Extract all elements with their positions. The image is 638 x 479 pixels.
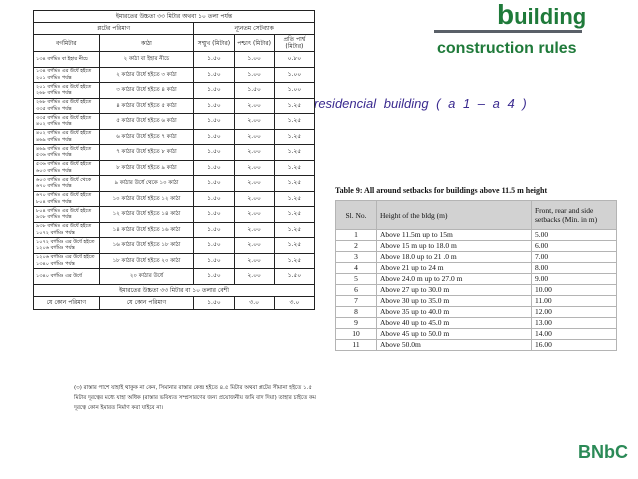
table-cell: ১.২৫ xyxy=(274,191,314,207)
table-cell: ২.০০ xyxy=(234,160,274,176)
table-cell: ১.২৫ xyxy=(274,129,314,145)
table-cell: ১৩৪০ বর্গমিঃ এর উর্ধে xyxy=(34,269,100,285)
table-cell: ১.০০ xyxy=(274,83,314,99)
column-header-row xyxy=(34,35,315,52)
table-cell: ১.৫০ xyxy=(194,52,234,68)
table-row xyxy=(34,114,315,130)
table-cell: ১.৫০ xyxy=(194,98,234,114)
table-cell: ১.৫০ xyxy=(194,191,234,207)
table-row xyxy=(336,241,617,252)
table-cell: 14.00 xyxy=(532,329,617,340)
table-cell: ২.০০ xyxy=(234,222,274,238)
table-row xyxy=(34,129,315,145)
table-cell: ৪ কাঠার উর্ধে হইতে ৫ কাঠা xyxy=(99,98,194,114)
table-cell: Above 27 up to 30.0 m xyxy=(377,285,532,296)
table-row xyxy=(34,52,315,68)
title-rest: uilding xyxy=(514,4,587,29)
table-row xyxy=(34,191,315,207)
table-row xyxy=(336,329,617,340)
setback-note: (৩) রাস্তার পাশে যাহাই থাকুক না কেন, সিমানার রাস্তার কেন্দ্র হইতে ৪.৫ মিটার অথবা প্লটের সীমানা হইতে ১.৫ মিটার দূরত্বের মধ্যে যাহা অধিক (রাস্তার ভবিষ্যত সম্প্রসারণের জন্য প্রয়োজনীয় জমি বাদ দিয়া) তাহার চাইতে কম দূরত্বে কোন ইমারত নির্মাণ করা যাইবে না। xyxy=(74,385,316,411)
table-row xyxy=(34,296,315,309)
table-cell: ১.২৫ xyxy=(274,145,314,161)
column-header: কাঠা xyxy=(99,35,194,52)
table-cell: 8.00 xyxy=(532,263,617,274)
table-cell: ১.২৫ xyxy=(274,238,314,254)
title-initial: b xyxy=(497,0,515,30)
table-cell: ১০ কাঠার উর্ধে হইতে ১২ কাঠা xyxy=(99,191,194,207)
table-row xyxy=(34,67,315,83)
table-cell: ১.২৫ xyxy=(274,222,314,238)
column-header: প্রতি পার্শ্ব (মিটার) xyxy=(274,35,314,52)
table-cell: ১.০০ xyxy=(234,67,274,83)
table-cell: 6 xyxy=(336,285,377,296)
table-cell: Above 21 up to 24 m xyxy=(377,263,532,274)
bengali-setback-table xyxy=(33,10,315,310)
table-cell: 9 xyxy=(336,318,377,329)
table-cell: ১.৫০ xyxy=(274,269,314,285)
column-header: Sl. No. xyxy=(336,201,377,230)
table-cell: ৪৬৯ বর্গমিঃ এর উর্ধে হইতে ৫৩৬ বর্গমিঃ পর্যন্ত xyxy=(34,145,100,161)
table-cell: Above 30 up to 35.0 m xyxy=(377,296,532,307)
table-row xyxy=(34,98,315,114)
table-cell: 5 xyxy=(336,274,377,285)
table-cell: ২৬৮ বর্গমিঃ এর উর্ধে হইতে ৩৩৫ বর্গমিঃ পর্যন্ত xyxy=(34,98,100,114)
table-cell: ৩ কাঠার উর্ধে হইতে ৪ কাঠা xyxy=(99,83,194,99)
brand-logo-text: BNbC xyxy=(578,442,628,462)
table-cell: 7 xyxy=(336,296,377,307)
table-row xyxy=(34,222,315,238)
table-cell: ৩.০ xyxy=(274,296,314,309)
table-cell: ৮০৪ বর্গমিঃ এর উর্ধে হইতে ৯৩৮ বর্গমিঃ পর্যন্ত xyxy=(34,207,100,223)
table-row xyxy=(336,340,617,351)
title-divider xyxy=(434,30,582,33)
group-header-row xyxy=(34,23,315,35)
column-header: বর্গমিটার xyxy=(34,35,100,52)
table-cell: ৯৩৮ বর্গমিঃ এর উর্ধে হইতে ১০৭২ বর্গমিঃ পর্যন্ত xyxy=(34,222,100,238)
table-cell: ১০৭২ বর্গমিঃ এর উর্ধে হইতে ১২০৬ বর্গমিঃ পর্যন্ত xyxy=(34,238,100,254)
table-cell: ৮ কাঠার উর্ধে হইতে ৯ কাঠা xyxy=(99,160,194,176)
table-cell: ১.৫০ xyxy=(194,83,234,99)
table-cell: ২.০০ xyxy=(234,114,274,130)
table-cell: ১৩৪ বর্গমিঃ বা ইহার নীচে xyxy=(34,52,100,68)
column-header: পশ্চাৎ (মিটার) xyxy=(234,35,274,52)
section-title-row xyxy=(34,284,315,296)
table-cell: ১.৫০ xyxy=(194,238,234,254)
table-cell: Above 40 up to 45.0 m xyxy=(377,318,532,329)
table-cell: ১.৫০ xyxy=(194,253,234,269)
table-cell: 3 xyxy=(336,252,377,263)
table-row xyxy=(336,252,617,263)
header-row xyxy=(336,201,617,230)
table-cell: 5.00 xyxy=(532,230,617,241)
table-cell: ২০১ বর্গমিঃ এর উর্ধে হইতে ২৬৮ বর্গমিঃ পর্যন্ত xyxy=(34,83,100,99)
table-cell: ১.২৫ xyxy=(274,176,314,192)
table-cell: ১.৫০ xyxy=(194,222,234,238)
table-cell: Above 45 up to 50.0 m xyxy=(377,329,532,340)
table-cell: Above 24.0 m up to 27.0 m xyxy=(377,274,532,285)
table-cell: ১.৫০ xyxy=(194,207,234,223)
table-cell: ৬৭০ বর্গমিঃ এর উর্ধে হইতে ৮০৪ বর্গমিঃ পর্যন্ত xyxy=(34,191,100,207)
table-cell: ৩.০ xyxy=(234,296,274,309)
table-caption: Table 9: All around setbacks for buildings above 11.5 m height xyxy=(335,186,548,195)
table-row xyxy=(34,238,315,254)
page-subtitle: construction rules xyxy=(437,40,577,57)
table-row xyxy=(34,207,315,223)
table-cell: 2 xyxy=(336,241,377,252)
table-cell: ১.৫০ xyxy=(194,67,234,83)
table-cell: ১.৫০ xyxy=(194,114,234,130)
table-cell: ২.০০ xyxy=(234,191,274,207)
table-cell: ২০ কাঠার উর্ধে xyxy=(99,269,194,285)
table-cell: ১.৫০ xyxy=(194,296,234,309)
table-row xyxy=(336,318,617,329)
table-row xyxy=(34,253,315,269)
table-cell: 8 xyxy=(336,307,377,318)
table-cell: ৫ কাঠার উর্ধে হইতে ৬ কাঠা xyxy=(99,114,194,130)
table-cell: ২.০০ xyxy=(234,145,274,161)
table-cell: ১.০০ xyxy=(274,67,314,83)
table-cell: 13.00 xyxy=(532,318,617,329)
table-cell: ১৪ কাঠার উর্ধে হইতে ১৬ কাঠা xyxy=(99,222,194,238)
table-row xyxy=(34,269,315,285)
table-cell: 10.00 xyxy=(532,285,617,296)
group-header-setback: ন্যূনতম সেটব্যাক xyxy=(194,23,315,35)
table-cell: ২.০০ xyxy=(234,98,274,114)
residential-label: residencial building ( a 1 – a 4 ) xyxy=(314,96,527,111)
column-header: Front, rear and side setbacks (Min. in m) xyxy=(532,201,617,230)
table-cell: 6.00 xyxy=(532,241,617,252)
table-cell: যে কোন পরিমাণ xyxy=(34,296,100,309)
table-cell: Above 11.5m up to 15m xyxy=(377,230,532,241)
table-cell: ৬০৩ বর্গমিঃ এর উর্ধে থেকে ৬৭০ বর্গমিঃ পর্যন্ত xyxy=(34,176,100,192)
column-header: সম্মুখ (মিটার) xyxy=(194,35,234,52)
table-cell: 7.00 xyxy=(532,252,617,263)
table-cell: ৯ কাঠার উর্ধে থেকে ১০ কাঠা xyxy=(99,176,194,192)
bengali-table-body xyxy=(34,11,315,310)
table-cell: 16.00 xyxy=(532,340,617,351)
table-cell: ১.২৫ xyxy=(274,160,314,176)
table-cell: Above 15 m up to 18.0 m xyxy=(377,241,532,252)
table-cell: 1 xyxy=(336,230,377,241)
table-cell: ১২০৬ বর্গমিঃ এর উর্ধে হইতে ১৩৪০ বর্গমিঃ পর্যন্ত xyxy=(34,253,100,269)
table-cell: ২ কাঠা বা ইহার নীচে xyxy=(99,52,194,68)
table-cell: ৬ কাঠার উর্ধে হইতে ৭ কাঠা xyxy=(99,129,194,145)
table-cell: ১.২৫ xyxy=(274,98,314,114)
table-cell: ২.০০ xyxy=(234,238,274,254)
table-cell: যে কোন পরিমাণ xyxy=(99,296,194,309)
table-cell: Above 35 up to 40.0 m xyxy=(377,307,532,318)
table-cell: ১.৫০ xyxy=(234,83,274,99)
table-row xyxy=(336,263,617,274)
table-row xyxy=(336,285,617,296)
table-cell: Above 50.0m xyxy=(377,340,532,351)
table-cell: Above 18.0 up to 21 .0 m xyxy=(377,252,532,263)
table-cell: 4 xyxy=(336,263,377,274)
table-cell: ১.২৫ xyxy=(274,207,314,223)
table-row xyxy=(34,176,315,192)
table-cell: ৪০২ বর্গমিঃ এর উর্ধে হইতে ৪৬৯ বর্গমিঃ পর্যন্ত xyxy=(34,129,100,145)
table-cell: ২.০০ xyxy=(234,207,274,223)
table-cell: ১.২৫ xyxy=(274,253,314,269)
setback-height-table xyxy=(335,200,617,351)
column-header: Height of the bldg (m) xyxy=(377,201,532,230)
table-cell: ২.০০ xyxy=(234,176,274,192)
table-cell: 12.00 xyxy=(532,307,617,318)
table-row xyxy=(336,307,617,318)
table-row xyxy=(336,230,617,241)
table-title-row xyxy=(34,11,315,23)
table-cell: 9.00 xyxy=(532,274,617,285)
table-cell: ২.০০ xyxy=(234,129,274,145)
table-cell: ১.৫০ xyxy=(194,129,234,145)
table-row xyxy=(34,160,315,176)
table-cell: ১৮ কাঠার উর্ধে হইতে ২০ কাঠা xyxy=(99,253,194,269)
table-cell: 11.00 xyxy=(532,296,617,307)
table-cell: ২ কাঠার উর্ধে হইতে ৩ কাঠা xyxy=(99,67,194,83)
group-header-plot: প্লটের পরিমাণ xyxy=(34,23,194,35)
table-cell: 11 xyxy=(336,340,377,351)
table-title: ইমারতের উচ্চতা ৩৩ মিটার অথবা ১০ তলা পর্যন্ত xyxy=(34,11,315,23)
table-row xyxy=(336,296,617,307)
section-title: ইমারতের উচ্চতা ৩৩ মিটার বা ১০ তলার বেশী xyxy=(34,284,315,296)
table-cell: ২.০০ xyxy=(234,269,274,285)
table-cell: ১.০০ xyxy=(234,52,274,68)
table-cell: ১.৫০ xyxy=(194,160,234,176)
table-row xyxy=(34,145,315,161)
table-cell: ০.৮০ xyxy=(274,52,314,68)
table-cell: ১২ কাঠার উর্ধে হইতে ১৪ কাঠা xyxy=(99,207,194,223)
table-cell: ১.২৫ xyxy=(274,114,314,130)
table-row xyxy=(336,274,617,285)
table-cell: 10 xyxy=(336,329,377,340)
table-cell: ১.৫০ xyxy=(194,269,234,285)
table-cell: ১৬ কাঠার উর্ধে হইতে ১৮ কাঠা xyxy=(99,238,194,254)
table-cell: ১৩৪ বর্গমিঃ এর উর্ধে হইতে ২০১ বর্গমিঃ পর্যন্ত xyxy=(34,67,100,83)
setback-table-body xyxy=(336,230,617,351)
table-cell: ৫৩৬ বর্গমিঃ এর উর্ধে হইতে ৬০৩ বর্গমিঃ পর্যন্ত xyxy=(34,160,100,176)
table-cell: ১.৫০ xyxy=(194,176,234,192)
table-row xyxy=(34,83,315,99)
table-cell: ৭ কাঠার উর্ধে হইতে ৮ কাঠা xyxy=(99,145,194,161)
table-cell: ১.৫০ xyxy=(194,145,234,161)
table-cell: ৩৩৫ বর্গমিঃ এর উর্ধে হইতে ৪০২ বর্গমিঃ পর্যন্ত xyxy=(34,114,100,130)
page-title xyxy=(497,0,587,30)
table-cell: ২.০০ xyxy=(234,253,274,269)
